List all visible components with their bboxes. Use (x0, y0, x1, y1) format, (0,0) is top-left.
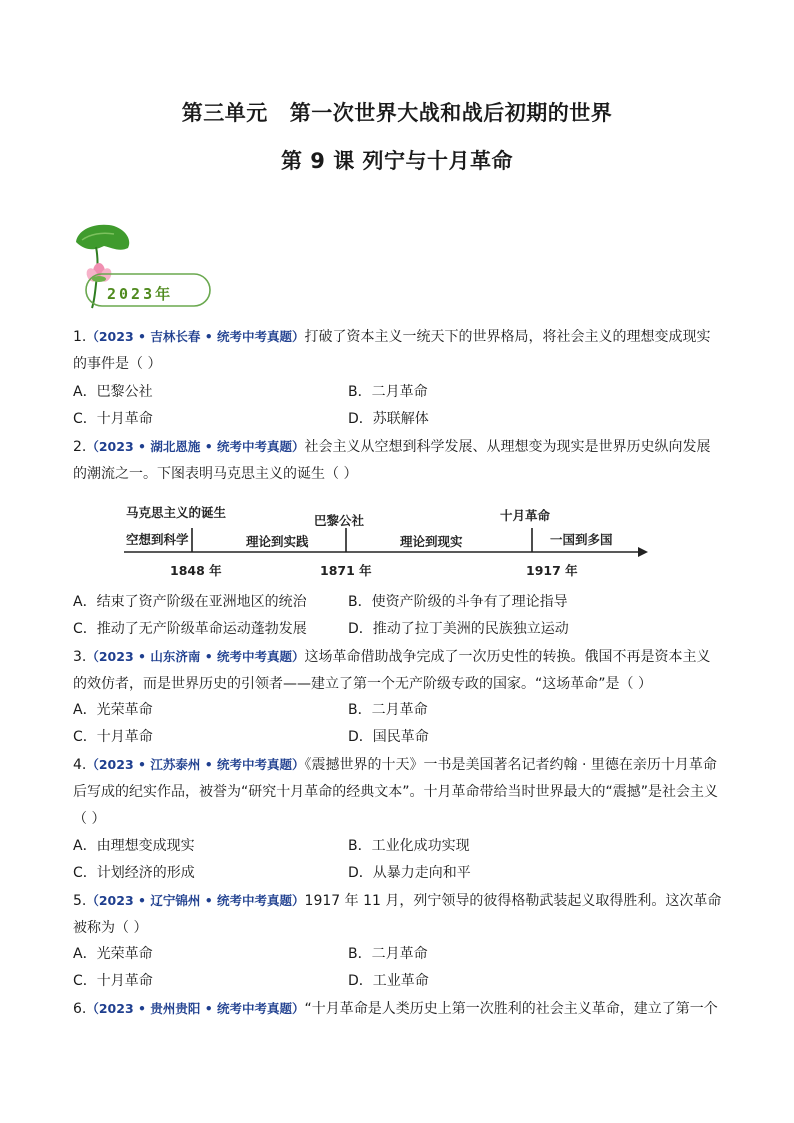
option-b[interactable]: B．工业化成功实现 (348, 838, 470, 854)
question-3: 3.（2023 • 山东济南 • 统考中考真题）这场革命借助战争完成了一次历史性的转换。俄国不再是资本主义的效仿者，而是世界历史的引领者——建立了第一个无产阶级专政的国家。“这场革命”是（ ） (73, 649, 711, 692)
option-c[interactable]: C．十月革命 (73, 729, 153, 745)
option-a[interactable]: A．巴黎公社 (73, 384, 153, 400)
question-4: 4.（2023 • 江苏泰州 • 统考中考真题）《震撼世界的十天》一书是美国著名记者约翰 · 里德在亲历十月革命后写成的纪实作品，被誉为“研究十月革命的经典文本”。十月革命带给当时世界最大的“震撼”是社会主义（ ） (73, 757, 719, 827)
lesson-title: 第 9 课 列宁与十月革命 (280, 149, 514, 173)
question-6: 6.（2023 • 贵州贵阳 • 统考中考真题）“十月革命是人类历史上第一次胜利的社会主义革命，建立了第一个 (73, 1001, 718, 1017)
option-d[interactable]: D．工业革命 (348, 973, 429, 989)
question-stem: 这场革命借助战争完成了一次历史性的转换。俄国不再是资本主义的效仿者，而是世界历史的引领者——建立了第一个无产阶级专政的国家。“这场革命”是（ ） (73, 649, 711, 692)
option-c[interactable]: C．计划经济的形成 (73, 865, 195, 881)
question-source: （2023 • 吉林长春 • 统考中考真题） (86, 329, 305, 344)
timeline-arrow-icon (638, 547, 648, 557)
question-5: 5.（2023 • 辽宁锦州 • 统考中考真题）1917 年 11 月，列宁领导的彼得格勒武装起义取得胜利。这次革命被称为（ ） (73, 893, 722, 936)
question-2: 2.（2023 • 湖北恩施 • 统考中考真题）社会主义从空想到科学发展、从理想变为现实是世界历史纵向发展的潮流之一。下图表明马克思主义的诞生（ ） (73, 439, 711, 482)
option-b[interactable]: B．二月革命 (348, 702, 428, 718)
question-stem: 打破了资本主义一统天下的世界格局，将社会主义的理想变成现实的事件是（ ） (73, 329, 711, 372)
question-stem: 社会主义从空想到科学发展、从理想变为现实是世界历史纵向发展的潮流之一。下图表明马克思主义的诞生（ ） (73, 439, 711, 482)
unit-title: 第三单元 第一次世界大战和战后初期的世界 (181, 101, 613, 125)
option-d[interactable]: D．苏联解体 (348, 411, 429, 427)
year-label: 2023年 (107, 285, 174, 303)
phase-3: 理论到现实 (400, 534, 463, 549)
year-1848: 1848 年 (170, 563, 222, 578)
question-source: （2023 • 山东济南 • 统考中考真题） (86, 649, 305, 664)
option-a[interactable]: A．光荣革命 (73, 702, 153, 718)
question-stem: 1917 年 11 月，列宁领导的彼得格勒武装起义取得胜利。这次革命被称为（ ） (73, 893, 722, 936)
phase-4: 一国到多国 (550, 532, 613, 547)
option-c[interactable]: C．十月革命 (73, 973, 153, 989)
option-a[interactable]: A．光荣革命 (73, 946, 153, 962)
option-b[interactable]: B．使资产阶级的斗争有了理论指导 (348, 594, 568, 610)
question-source: （2023 • 江苏泰州 • 统考中考真题） (86, 757, 305, 772)
option-d[interactable]: D．从暴力走向和平 (348, 865, 471, 881)
event-october-revolution: 十月革命 (500, 508, 551, 523)
event-paris-commune: 巴黎公社 (314, 513, 365, 528)
phase-2: 理论到实践 (246, 534, 309, 549)
event-marxism: 马克思主义的诞生 (126, 505, 227, 520)
option-d[interactable]: D．推动了拉丁美洲的民族独立运动 (348, 621, 569, 637)
option-b[interactable]: B．二月革命 (348, 384, 428, 400)
option-a[interactable]: A．由理想变成现实 (73, 838, 195, 854)
question-source: （2023 • 贵州贵阳 • 统考中考真题） (86, 1001, 305, 1016)
option-b[interactable]: B．二月革命 (348, 946, 428, 962)
option-c[interactable]: C．十月革命 (73, 411, 153, 427)
year-1871: 1871 年 (320, 563, 372, 578)
question-1: 1.（2023 • 吉林长春 • 统考中考真题）打破了资本主义一统天下的世界格局，将社会主义的理想变成现实的事件是（ ） (73, 329, 711, 372)
timeline-figure (118, 500, 658, 590)
year-1917: 1917 年 (526, 563, 578, 578)
question-source: （2023 • 辽宁锦州 • 统考中考真题） (86, 893, 305, 908)
option-d[interactable]: D．国民革命 (348, 729, 429, 745)
option-c[interactable]: C．推动了无产阶级革命运动蓬勃发展 (73, 621, 307, 637)
question-source: （2023 • 湖北恩施 • 统考中考真题） (86, 439, 305, 454)
phase-1: 空想到科学 (126, 532, 189, 547)
option-a[interactable]: A．结束了资产阶级在亚洲地区的统治 (73, 594, 307, 610)
question-stem: 《震撼世界的十天》一书是美国著名记者约翰 · 里德在亲历十月革命后写成的纪实作品，被誉为“研究十月革命的经典文本”。十月革命带给当时世界最大的“震撼”是社会主义（ ） (73, 757, 719, 827)
question-stem: “十月革命是人类历史上第一次胜利的社会主义革命，建立了第一个 (304, 1001, 718, 1017)
